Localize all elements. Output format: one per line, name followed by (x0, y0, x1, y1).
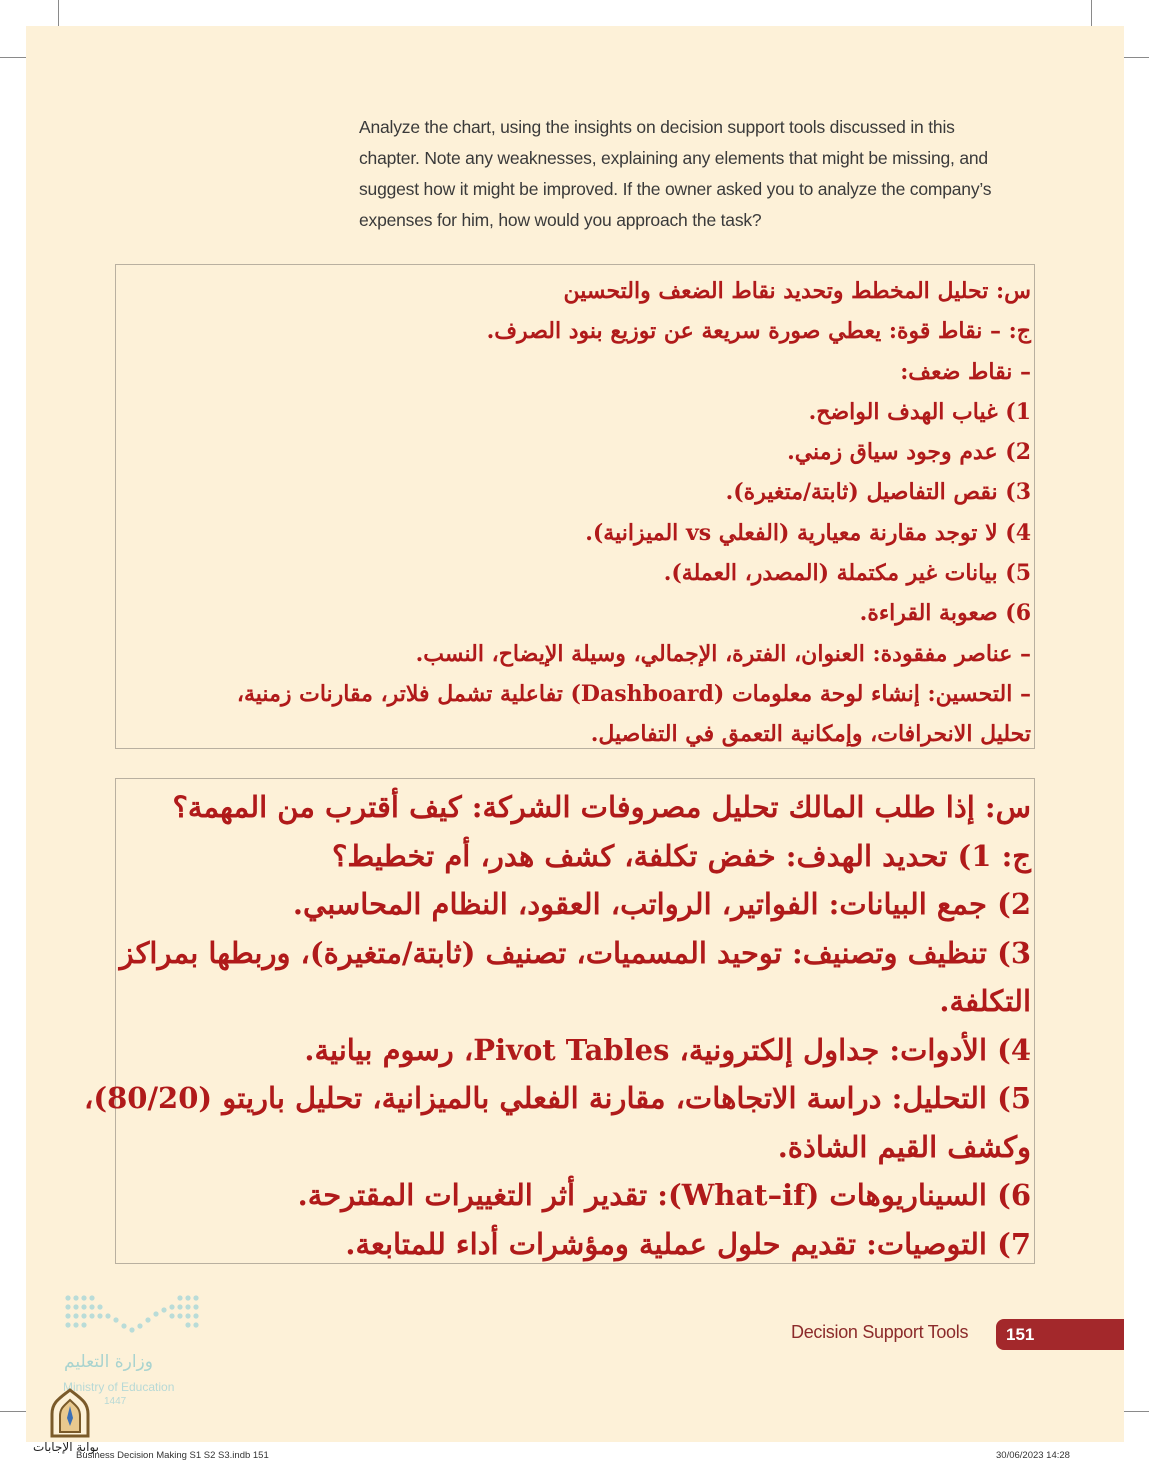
ministry-year: 1447 (104, 1396, 127, 1407)
answer-line: 5) بيانات غير مكتملة (المصدر، العملة). (663, 560, 1031, 587)
answer-line: – عناصر مفقودة: العنوان، الفترة، الإجمالي، وسيلة الإيضاح، النسب. (415, 640, 1031, 667)
answer-line: 5) التحليل: دراسة الاتجاهات، مقارنة الفعلي بالميزانية، تحليل باريتو (80/20)، (84, 1081, 1031, 1115)
crop-mark (1091, 0, 1092, 26)
answer-line: ج: – نقاط قوة: يعطي صورة سريعة عن توزيع بنود الصرف. (486, 318, 1031, 345)
ministry-logo-icon (62, 1290, 202, 1340)
answer-line: ج: 1) تحديد الهدف: خفض تكلفة، كشف هدر، أم تخطيط؟ (332, 838, 1031, 873)
answer-line: 1) غياب الهدف الواضح. (808, 398, 1031, 425)
answer-box-weaknesses (115, 264, 1035, 749)
crop-mark (58, 0, 59, 26)
answer-line: 2) جمع البيانات: الفواتير، الرواتب، العقود، النظام المحاسبي. (292, 887, 1031, 921)
answer-line: – نقاط ضعف: (900, 358, 1031, 385)
file-slug: Business Decision Making S1 S2 S3.indb 151 (76, 1450, 269, 1461)
answer-line: 4) لا توجد مقارنة معيارية (الفعلي vs الميزانية). (585, 519, 1031, 546)
portal-watermark-text: بوابة الإجابات (33, 1440, 100, 1454)
answer-line: س: إذا طلب المالك تحليل مصروفات الشركة: كيف أقترب من المهمة؟ (172, 790, 1031, 824)
ministry-name-english: Ministry of Education (63, 1380, 175, 1394)
answer-line: س: تحليل المخطط وتحديد نقاط الضعف والتحسين (563, 278, 1031, 304)
crop-mark (1124, 1411, 1149, 1412)
answer-line: 6) صعوبة القراءة. (859, 600, 1031, 627)
intro-paragraph: Analyze the chart, using the insights on decision support tools discussed in this chapter. Note any weaknesses, explaining any elements that might be missing, and suggest how it might be improved. If the owner asked you to analyze the company’s expenses for him, how would you approach the task? (359, 117, 992, 230)
ministry-name-arabic: وزارة التعليم (64, 1352, 153, 1372)
answer-line: 4) الأدوات: جداول إلكترونية، Pivot Tables، رسوم بيانية. (304, 1032, 1031, 1067)
crop-mark (0, 57, 26, 58)
crop-mark (1124, 57, 1149, 58)
answer-line: 3) نقص التفاصيل (ثابتة/متغيرة). (725, 479, 1031, 506)
crop-mark (0, 1411, 26, 1412)
answer-line: 7) التوصيات: تقديم حلول عملية ومؤشرات أداء للمتابعة. (345, 1226, 1031, 1261)
answer-line: 6) السيناريوهات (What–if): تقدير أثر التغييرات المقترحة. (297, 1178, 1031, 1212)
answer-line: التكلفة. (939, 984, 1031, 1018)
answer-line: – التحسين: إنشاء لوحة معلومات (Dashboard) تفاعلية تشمل فلاتر، مقارنات زمنية، (236, 680, 1031, 707)
print-stamp: 30/06/2023 14:28 (996, 1450, 1070, 1461)
answer-line: 2) عدم وجود سياق زمني. (787, 439, 1031, 466)
answer-line: وكشف القيم الشاذة. (777, 1129, 1031, 1164)
answer-line: 3) تنظيف وتصنيف: توحيد المسميات، تصنيف (ثابتة/متغيرة)، وربطها بمراكز (119, 935, 1031, 970)
answer-line: تحليل الانحرافات، وإمكانية التعمق في التفاصيل. (590, 721, 1031, 748)
page-number: 151 (996, 1319, 1124, 1350)
portal-lantern-icon (46, 1388, 94, 1440)
answer-box-approach (84, 778, 1035, 1264)
section-title: Decision Support Tools (791, 1322, 969, 1342)
